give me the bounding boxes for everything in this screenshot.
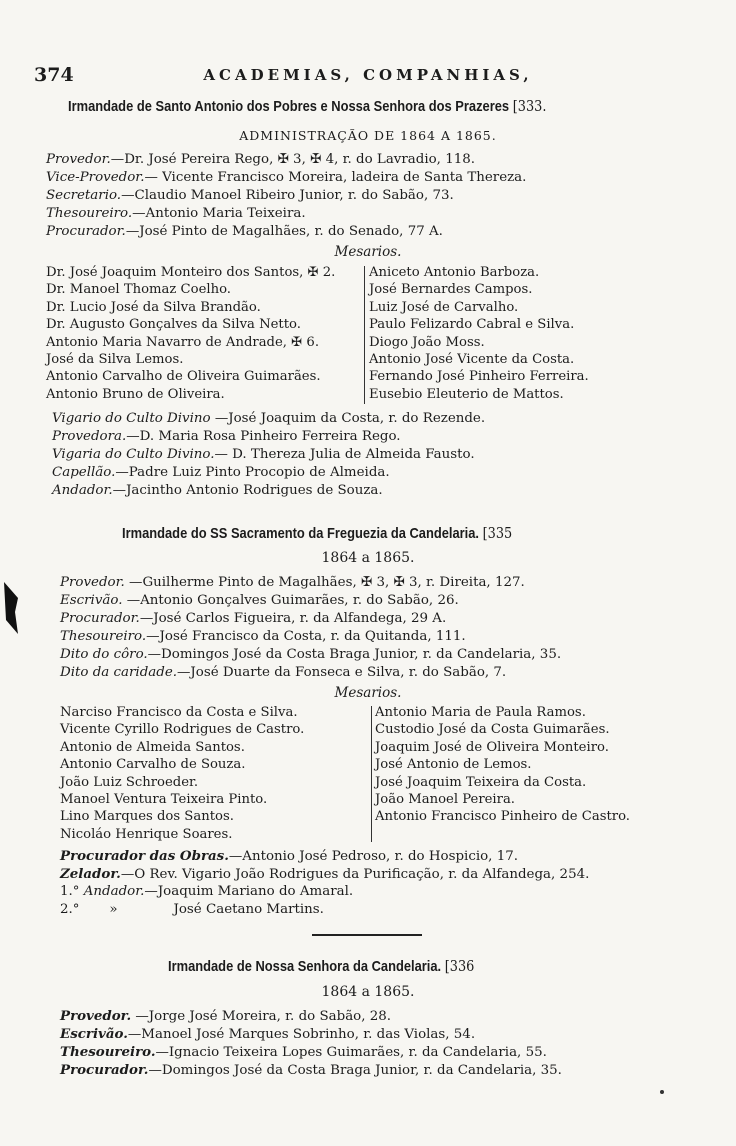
officer-line: Provedor.—Dr. José Pereira Rego, ✠ 3, ✠ 4, r. do Lavradio, 118. (46, 152, 476, 167)
list-item: José da Silva Lemos. (46, 352, 184, 368)
list-item: Dr. Manoel Thomaz Coelho. (46, 282, 232, 298)
list-item: Dr. Augusto Gonçalves da Silva Netto. (46, 317, 301, 333)
list-item: Antonio Carvalho de Souza. (60, 757, 246, 773)
officer-line: Procurador.—José Carlos Figueira, r. da Alfandega, 29 A. (60, 611, 447, 626)
section-title (168, 957, 474, 975)
officer-line: Secretario.—Claudio Manoel Ribeiro Junior, r. do Sabão, 73. (46, 188, 454, 203)
list-item: Antonio Maria de Paula Ramos. (375, 705, 586, 720)
mesarios-left-column (46, 264, 335, 403)
officer-line: Escrivão.—Manoel José Marques Sobrinho, r. das Violas, 54. (60, 1026, 476, 1042)
column-divider (364, 266, 365, 404)
list-item: Antonio Bruno de Oliveira. (46, 386, 225, 402)
list-item: Eusebio Eleuterio de Mattos. (369, 386, 564, 402)
officer-line: Procurador das Obras.—Antonio José Pedroso, r. do Hospicio, 17. (60, 848, 518, 864)
list-item: José Joaquim Teixeira da Costa. (375, 774, 587, 790)
administration-period: 1864 a 1865. (321, 550, 415, 566)
list-item: Paulo Felizardo Cabral e Silva. (369, 317, 575, 333)
mesarios-heading: Mesarios. (334, 685, 402, 701)
officer-line: Escrivão. —Antonio Gonçalves Guimarães, r. do Sabão, 26. (60, 593, 459, 608)
officer-line: Zelador.—O Rev. Vigario João Rodrigues da Purificação, r. da Alfandega, 254. (60, 866, 590, 882)
officer-line: Provedor. —Guilherme Pinto de Magalhães, ✠ 3, ✠ 3, r. Direita, 127. (60, 575, 525, 590)
list-item: Antonio Maria Navarro de Andrade, ✠ 6. (46, 334, 320, 350)
list-item: Narciso Francisco da Costa e Silva. (60, 705, 298, 720)
officer-line: Provedor. —Jorge José Moreira, r. do Sabão, 28. (60, 1008, 392, 1024)
list-item: Diogo João Moss. (369, 334, 485, 350)
mesarios-right-column (369, 264, 589, 403)
mesarios-right-column (375, 704, 630, 826)
administration-period: ADMINISTRAÇÃO DE 1864 A 1865. (239, 128, 497, 143)
officer-line: Thesoureiro.—Ignacio Teixeira Lopes Guimarães, r. da Candelaria, 55. (60, 1044, 547, 1060)
section-number: [336 (444, 957, 475, 975)
section-number: [335 (482, 524, 513, 542)
section-title-text: Irmandade de Nossa Senhora da Candelaria. (168, 958, 442, 975)
section-title (122, 524, 512, 542)
list-item: Joaquim José de Oliveira Monteiro. (375, 739, 609, 755)
list-item: João Manoel Pereira. (375, 792, 516, 808)
officer-line: Thesoureiro.—José Francisco da Costa, r. da Quitanda, 111. (60, 629, 466, 644)
officer-line: Procurador.—Domingos José da Costa Braga Junior, r. da Candelaria, 35. (60, 1062, 562, 1078)
list-item: Nicoláo Henrique Soares. (60, 826, 233, 842)
list-item: Vicente Cyrillo Rodrigues de Castro. (60, 722, 305, 738)
officer-line: Thesoureiro.—Antonio Maria Teixeira. (46, 206, 306, 221)
officer-line: Dito da caridade.—José Duarte da Fonseca e Silva, r. do Sabão, 7. (60, 665, 507, 680)
section-separator (312, 934, 422, 936)
list-item: Manoel Ventura Teixeira Pinto. (60, 792, 268, 808)
officer-line: Provedora.—D. Maria Rosa Pinheiro Ferreira Rego. (52, 429, 401, 444)
mesarios-left-column (60, 704, 304, 843)
officer-line: Capellão.—Padre Luiz Pinto Procopio de Almeida. (52, 465, 390, 480)
column-divider (371, 706, 372, 842)
officer-line: Vice-Provedor.— Vicente Francisco Moreira, ladeira de Santa Thereza. (46, 170, 527, 185)
section-title-text: Irmandade de Santo Antonio dos Pobres e Nossa Senhora dos Prazeres (68, 98, 510, 115)
list-item: José Antonio de Lemos. (375, 757, 532, 773)
running-title: ACADEMIAS, COMPANHIAS, (203, 66, 533, 84)
officer-line: Andador.—Jacintho Antonio Rodrigues de Souza. (52, 483, 383, 498)
section-number: [333. (512, 97, 547, 115)
binding-hole-mark (2, 580, 22, 638)
list-item: João Luiz Schroeder. (60, 774, 199, 790)
list-item: Aniceto Antonio Barboza. (369, 265, 540, 280)
list-item: Antonio Francisco Pinheiro de Castro. (375, 809, 630, 825)
section-title-text: Irmandade do SS Sacramento da Freguezia da Candelaria. (122, 525, 480, 542)
officer-line: Procurador.—José Pinto de Magalhães, r. do Senado, 77 A. (46, 224, 443, 239)
list-item: Lino Marques dos Santos. (60, 809, 234, 825)
administration-period: 1864 a 1865. (321, 984, 415, 1000)
list-item: Antonio José Vicente da Costa. (369, 352, 575, 368)
list-item: Luiz José de Carvalho. (369, 299, 519, 315)
list-item: José Bernardes Campos. (369, 282, 533, 298)
list-item: Antonio Carvalho de Oliveira Guimarães. (46, 369, 321, 385)
officer-line: 2.° » José Caetano Martins. (60, 902, 324, 917)
section-title (68, 97, 546, 115)
list-item: Custodio José da Costa Guimarães. (375, 722, 610, 738)
page-number: 374 (34, 64, 74, 86)
list-item: Antonio de Almeida Santos. (60, 739, 245, 755)
officer-line: Vigario do Culto Divino —José Joaquim da Costa, r. do Rezende. (52, 411, 486, 426)
officer-line: Dito do côro.—Domingos José da Costa Braga Junior, r. da Candelaria, 35. (60, 647, 562, 662)
list-item: Fernando José Pinheiro Ferreira. (369, 369, 589, 385)
officer-line: Vigaria do Culto Divino.— D. Thereza Julia de Almeida Fausto. (52, 447, 475, 462)
list-item: Dr. José Joaquim Monteiro dos Santos, ✠ 2. (46, 265, 336, 280)
list-item: Dr. Lucio José da Silva Brandão. (46, 299, 261, 315)
mesarios-heading: Mesarios. (334, 244, 402, 260)
officer-line: 1.° Andador.—Joaquim Mariano do Amaral. (60, 884, 354, 899)
ink-speck (660, 1090, 664, 1094)
